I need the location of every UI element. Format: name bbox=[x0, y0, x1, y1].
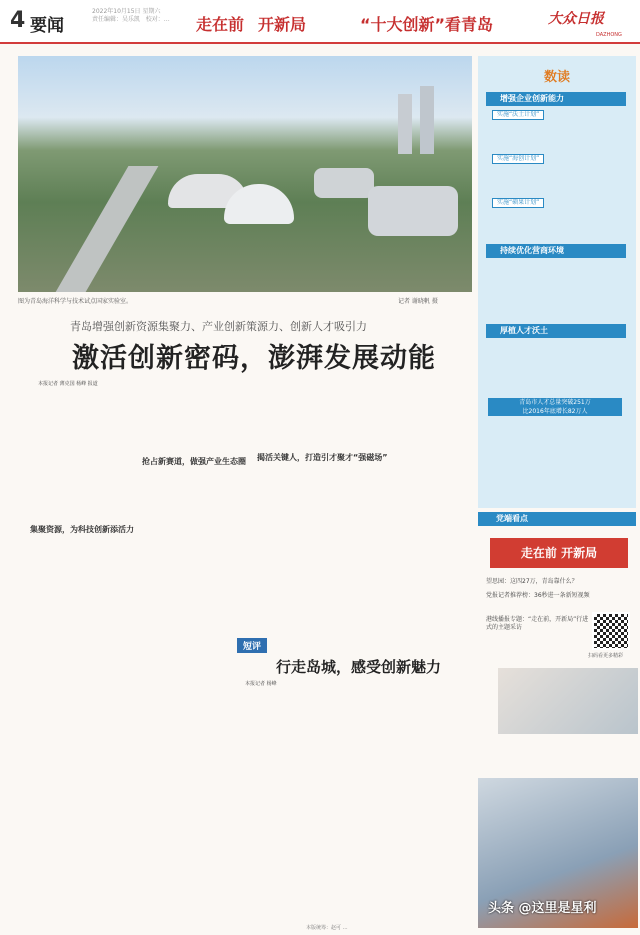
issue-meta: 2022年10月15日 星期六 责任编辑：吴乐凯 校对：… bbox=[92, 8, 170, 23]
campaign-banner[interactable]: 走在前 开新局 bbox=[490, 538, 628, 568]
talent-stat-total: 青岛市人才总量突破251万 bbox=[519, 399, 591, 406]
header-slogan-1: 走在前 bbox=[196, 15, 245, 34]
talent-stats bbox=[488, 398, 622, 416]
footer-credit: 本版统筹：赵可 … bbox=[306, 925, 348, 931]
commentary-title: 行走岛城，感受创新魅力 bbox=[276, 658, 442, 676]
main-photo bbox=[18, 56, 472, 292]
article-subtitle: 青岛增强创新资源集聚力、产业创新策源力、创新人才吸引力 bbox=[70, 320, 367, 333]
article-title: 激活创新密码，澎湃发展动能 bbox=[72, 343, 436, 374]
section-heading-3: 揭活关键人，打造引才聚才“强磁场” bbox=[257, 453, 388, 462]
sidebar-block-3: 厚植人才沃土 bbox=[486, 324, 626, 338]
watermark: 头条 @这里是星利 bbox=[488, 901, 597, 916]
article-byline: 本报记者 薄克国 杨峰 报道 bbox=[38, 381, 98, 387]
photo-credit: 记者 谢晓帆 摄 bbox=[398, 298, 438, 305]
sidebar-photo-1 bbox=[498, 668, 638, 734]
sidebar-item-2: 实施“海创计划” bbox=[492, 154, 544, 164]
sidebar-block-1: 增强企业创新能力 bbox=[486, 92, 626, 106]
page-header bbox=[0, 0, 640, 44]
sidebar-item-1: 实施“沃土计划” bbox=[492, 110, 544, 120]
sidebar-block-4: 党端看点 bbox=[478, 512, 636, 526]
section-heading-1: 集聚资源，为科技创新添活力 bbox=[30, 525, 134, 534]
page-number: 4 bbox=[10, 8, 26, 33]
sidebar-block-2: 持续优化营商环境 bbox=[486, 244, 626, 258]
commentary-byline: 本报记者 杨峰 bbox=[245, 681, 277, 687]
header-slogan-3: “十大创新”看青岛 bbox=[360, 15, 494, 34]
qr-caption: 扫码看更多精彩 bbox=[588, 653, 624, 659]
sidebar-link-2[interactable]: 党报记者推荐榜：36秒进一条新短视频 bbox=[486, 592, 590, 599]
photo-caption: 图为青岛海洋科学与技术试点国家实验室。 bbox=[18, 298, 133, 305]
sidebar-link-3[interactable]: 港线播报专题：“走在前，开新局”行进式的主题采访 bbox=[486, 616, 589, 631]
qr-code[interactable] bbox=[592, 612, 630, 650]
header-slogan-2: 开新局 bbox=[258, 15, 307, 34]
newspaper-logo-sub: DAZHONG bbox=[596, 32, 622, 38]
sidebar-title: 数读 bbox=[544, 70, 571, 85]
sidebar-link-1[interactable]: 望思园：这四27万，青岛靠什么？ bbox=[486, 578, 578, 585]
talent-stat-growth: 比2016年底增长82万人 bbox=[522, 408, 588, 415]
section-title: 要闻 bbox=[30, 16, 64, 36]
commentary-tag: 短评 bbox=[237, 638, 267, 653]
sidebar-panel bbox=[478, 56, 636, 508]
newspaper-logo: 大众日报 bbox=[548, 11, 604, 27]
sidebar-item-3: 实施“硕果计划” bbox=[492, 198, 544, 208]
section-heading-2: 抢占新赛道，做强产业生态圈 bbox=[142, 457, 246, 466]
